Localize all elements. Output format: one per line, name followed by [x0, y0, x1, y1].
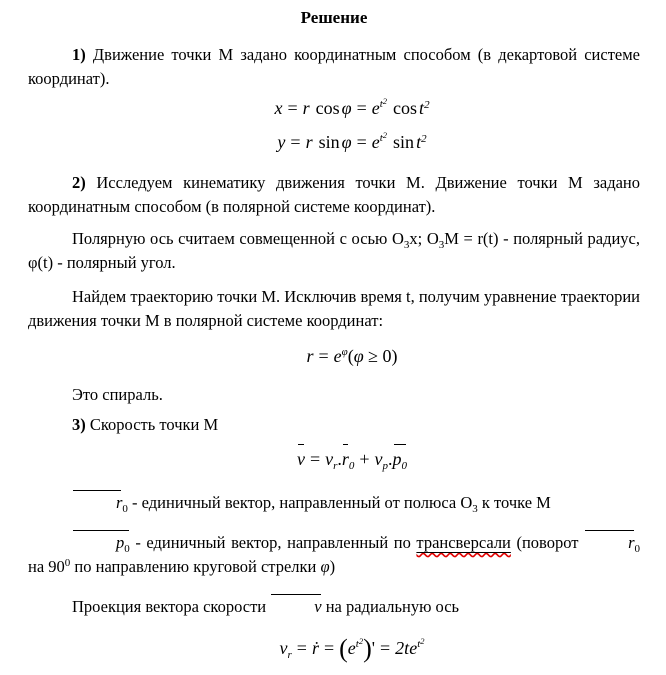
- equals-sign: =: [380, 638, 391, 658]
- mult-dot: .: [337, 449, 342, 469]
- paragraph-1-text: Движение точки М задано координатным способом (в декартовой системе координат).: [28, 45, 640, 88]
- item-number-1: 1): [72, 45, 86, 64]
- r0-bar: [72, 491, 122, 515]
- sin-function: sin: [318, 132, 340, 152]
- big-left-paren: (: [339, 634, 348, 663]
- equals-sign: =: [309, 449, 321, 469]
- v-bar: [270, 595, 321, 619]
- cos-function: cos: [315, 98, 340, 118]
- e-base: e: [347, 638, 356, 658]
- item-number-3: 3): [72, 415, 86, 434]
- spiral-text: Это спираль.: [72, 385, 163, 404]
- p0-text-1: - единичный вектор, направленный по: [129, 533, 417, 552]
- sin-function: sin: [393, 132, 415, 152]
- exponent: [380, 98, 387, 110]
- formula-group-xy: [28, 91, 640, 159]
- big-right-paren: ): [363, 634, 372, 663]
- r0-bar: [584, 531, 634, 555]
- exponent: [356, 638, 363, 650]
- polar-text-3: M = r(t) - полярный радиус, φ(t) - полярный угол.: [28, 229, 640, 272]
- sub-0: 0: [401, 460, 408, 472]
- sub-0: 0: [634, 543, 640, 555]
- sub-0: 0: [124, 543, 130, 555]
- projection-text-1: Проекция вектора скорости: [72, 597, 271, 616]
- p0-bar: [72, 531, 130, 555]
- p0-text-5: ): [329, 557, 336, 576]
- arg-squared: 2: [424, 99, 430, 111]
- r-dot: ṙ: [311, 638, 319, 658]
- prime-mark: ': [371, 638, 376, 658]
- subscript-3: 3: [438, 239, 445, 251]
- e-base: e: [333, 346, 342, 366]
- sub-r: r: [287, 649, 292, 661]
- equals-sign: =: [290, 132, 301, 152]
- paragraph-projection: [28, 595, 640, 619]
- subscript-3: 3: [472, 503, 478, 515]
- p0-text-4: по направлению круговой стрелки: [70, 557, 321, 576]
- equals-sign: =: [296, 638, 307, 658]
- exp-squared: 2: [382, 96, 388, 106]
- var-r0: r: [116, 493, 123, 512]
- left-paren: (: [347, 346, 354, 366]
- paragraph-2: [28, 171, 640, 219]
- equals-sign: =: [323, 638, 335, 658]
- phi-symbol: φ: [341, 132, 352, 152]
- var-v: v: [279, 638, 288, 658]
- superscript-0: 0: [64, 557, 71, 569]
- equals-sign: =: [356, 98, 367, 118]
- phi-symbol: φ: [341, 98, 352, 118]
- page-title: Решение: [300, 8, 368, 27]
- p0-text-3: на 90: [28, 557, 65, 576]
- paragraph-3-text: Скорость точки М: [85, 415, 219, 434]
- spellcheck-squiggle: [416, 533, 510, 552]
- var-vp: v: [374, 449, 383, 469]
- r0-text-1: - единичный вектор, направленный от полюса O: [127, 493, 473, 512]
- exp-t: t: [379, 132, 383, 144]
- arg-t: t: [416, 132, 422, 152]
- exponent: [417, 638, 424, 650]
- formula-y: [28, 125, 640, 159]
- formula-velocity: [28, 445, 640, 473]
- var-r: r: [302, 98, 310, 118]
- equals-sign: =: [287, 98, 298, 118]
- polar-text-2: x; O: [409, 229, 439, 248]
- var-p0: p: [116, 533, 125, 552]
- var-v: v: [314, 597, 322, 616]
- paragraph-3: [28, 413, 640, 437]
- trajectory-text: Найдем траекторию точки М. Исключив время t, получим уравнение траектории движения точки М в полярной системе координат:: [28, 287, 641, 330]
- underlined-word: трансверсали: [416, 533, 511, 552]
- arg-t: t: [419, 98, 425, 118]
- e-base: e: [409, 638, 418, 658]
- sub-0: 0: [122, 503, 128, 515]
- subscript-3: 3: [403, 239, 410, 251]
- mult-dot: .: [388, 449, 393, 469]
- paragraph-spiral: [28, 383, 640, 407]
- exp-t: t: [417, 638, 421, 650]
- var-vr: v: [325, 449, 334, 469]
- arg-squared: 2: [421, 133, 427, 145]
- cos-function: cos: [393, 98, 418, 118]
- polar-text-1: Полярную ось считаем совмещенной с осью O: [72, 229, 404, 248]
- var-x: x: [274, 98, 283, 118]
- exp-squared: 2: [358, 636, 364, 646]
- r0-text-2: к точке М: [477, 493, 551, 512]
- paragraph-2-text: Исследуем кинематику движения точки М. Движение точки М задано координатным способом (в полярной системе координат).: [28, 173, 640, 216]
- phi-symbol: φ: [320, 557, 330, 576]
- sub-p: p: [382, 460, 389, 472]
- var-p0: p: [392, 449, 402, 469]
- exp-t: t: [379, 98, 383, 110]
- var-r: r: [306, 346, 314, 366]
- equals-sign: =: [356, 132, 367, 152]
- formula-spiral: [28, 341, 640, 371]
- formula-x: [28, 91, 640, 125]
- projection-text-2: на радиальную ось: [321, 597, 460, 616]
- equals-sign: =: [318, 346, 329, 366]
- paragraph-1: [28, 43, 640, 91]
- plus-sign: +: [359, 449, 370, 469]
- exponent: [380, 132, 387, 144]
- coefficient-2t: 2t: [395, 638, 410, 658]
- r0-bar: [342, 445, 349, 473]
- paragraph-polar-axis: [28, 227, 640, 275]
- exp-t: t: [355, 638, 359, 650]
- condition-text: ≥ 0): [363, 346, 398, 366]
- p0-bar: [393, 445, 408, 473]
- sub-0: 0: [348, 460, 355, 472]
- e-base: e: [371, 98, 380, 118]
- v-bar: [297, 445, 305, 473]
- var-r0: r: [628, 533, 635, 552]
- phi-symbol: φ: [353, 346, 364, 366]
- var-r0: r: [341, 449, 349, 469]
- exponent-phi: φ: [341, 346, 348, 358]
- exp-squared: 2: [382, 130, 388, 140]
- var-r: r: [305, 132, 313, 152]
- exp-squared: 2: [420, 636, 425, 646]
- paragraph-p0-definition: [28, 531, 640, 579]
- formula-radial-velocity: [28, 633, 640, 663]
- var-v: v: [296, 449, 305, 469]
- var-y: y: [277, 132, 286, 152]
- e-base: e: [371, 132, 380, 152]
- p0-text-2: (поворот: [510, 533, 585, 552]
- sub-r: r: [333, 460, 338, 472]
- paragraph-r0-definition: [28, 491, 640, 515]
- paragraph-trajectory: [28, 285, 640, 333]
- item-number-2: 2): [72, 173, 86, 192]
